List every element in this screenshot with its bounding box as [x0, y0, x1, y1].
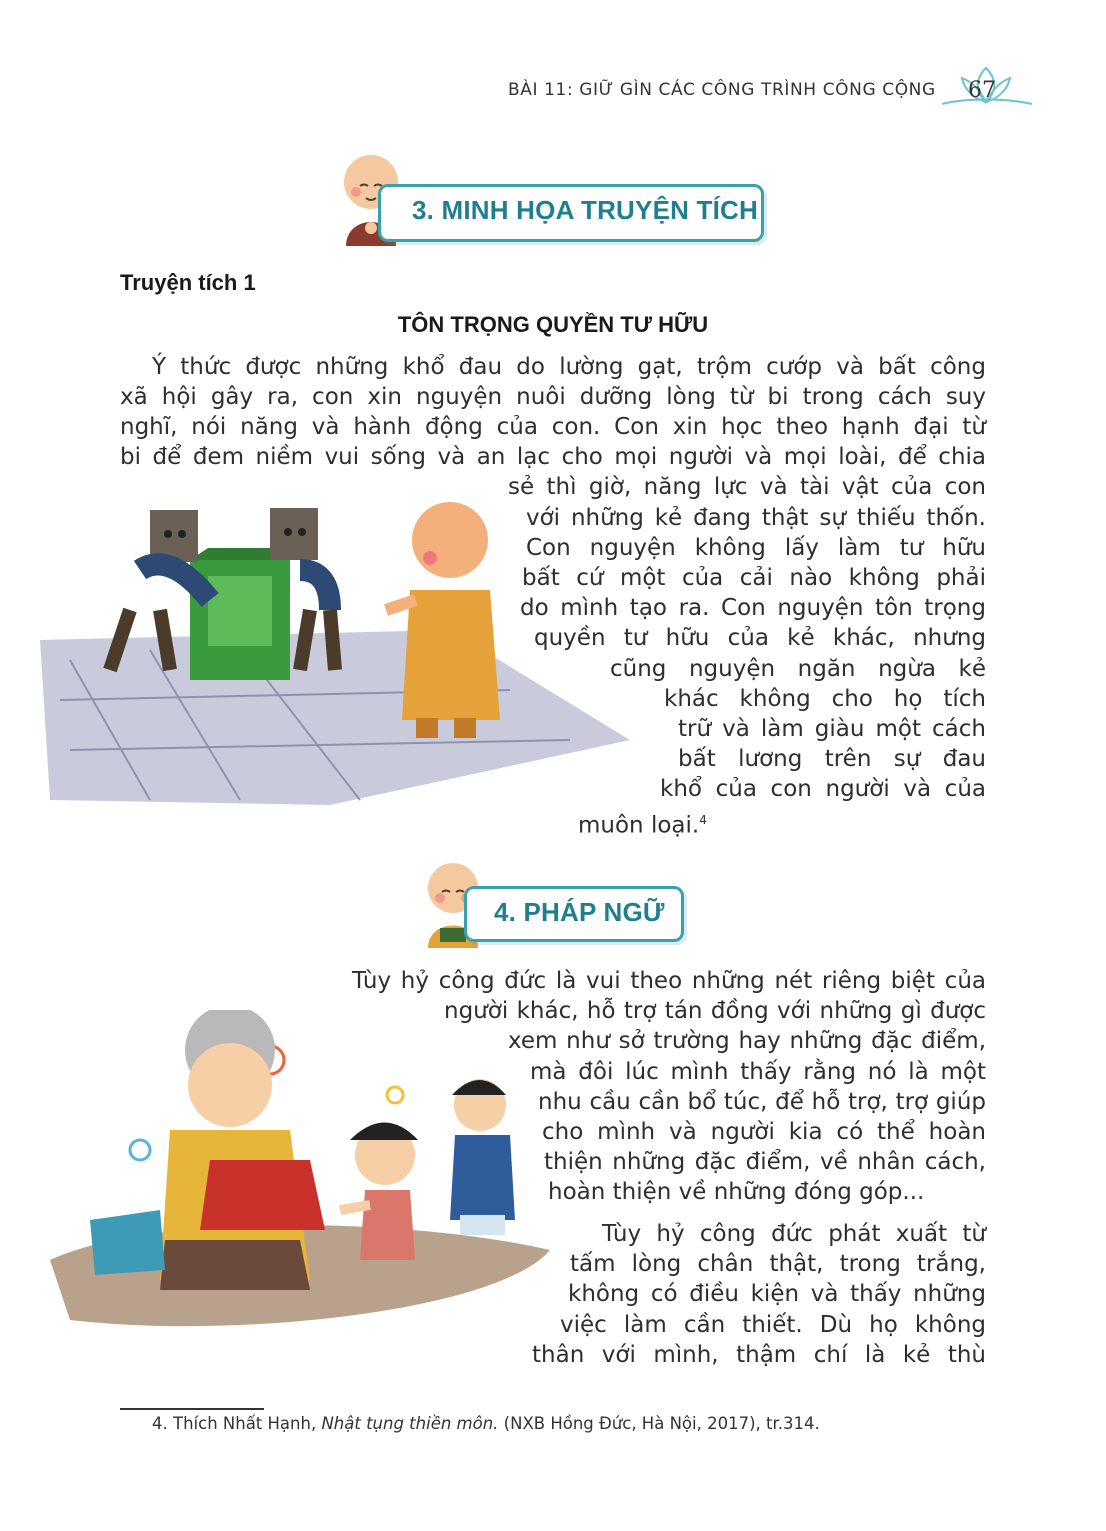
- story-label: Truyện tích 1: [120, 270, 256, 295]
- story-line: khác không cho họ tích: [664, 686, 986, 712]
- dharma-line: thiện những đặc điểm, về nhân cách,: [544, 1149, 986, 1175]
- dharma-illustration: [40, 1010, 560, 1340]
- story-line: khổ của con người và của: [660, 776, 986, 802]
- footnote-author: Thích Nhất Hạnh,: [173, 1414, 317, 1433]
- footnote: [152, 1414, 820, 1433]
- story-last-text: muôn loại.: [578, 812, 700, 839]
- story-line: với những kẻ đang thật sự thiếu thốn.: [526, 505, 986, 531]
- story-line: Ý thức được những khổ đau do lường gạt, trộm cướp và bất công: [152, 354, 986, 380]
- footnote-rule: [120, 1408, 264, 1410]
- story-line: trữ và làm giàu một cách: [678, 716, 986, 742]
- dharma-line: cho mình và người kia có thể hoàn: [542, 1119, 986, 1145]
- dharma-line: không có điều kiện và thấy những: [568, 1281, 986, 1307]
- story-line: bất lương trên sự đau: [678, 746, 986, 772]
- story-title: TÔN TRỌNG QUYỀN TƯ HỮU: [397, 312, 709, 337]
- story-line: quyền tư hữu của kẻ khác, nhưng: [534, 625, 986, 651]
- dharma-line: nhu cầu cần bổ túc, để hỗ trợ, trợ giúp: [538, 1089, 986, 1115]
- story-line: Con nguyện không lấy làm tư hữu: [526, 535, 986, 561]
- section-3-title: 3. MINH HỌA TRUYỆN TÍCH: [412, 195, 758, 225]
- story-line: do mình tạo ra. Con nguyện tôn trọng: [520, 595, 986, 621]
- story-line: sẻ thì giờ, năng lực và tài vật của con: [508, 474, 986, 500]
- dharma-line: thân với mình, thậm chí là kẻ thù: [532, 1342, 986, 1368]
- story-line: bi để đem niềm vui sống và an lạc cho mọi người và mọi loài, để chia: [120, 444, 986, 470]
- footnote-number: 4.: [152, 1414, 168, 1433]
- dharma-line: mà đôi lúc mình thấy rằng nó là một: [530, 1059, 986, 1085]
- footnote-book: Nhật tụng thiền môn.: [321, 1414, 499, 1433]
- dharma-line: Tùy hỷ công đức là vui theo những nét riêng biệt của: [352, 968, 986, 994]
- story-line: bất cứ một của cải nào không phải: [522, 565, 986, 591]
- story-line: xã hội gây ra, con xin nguyện nuôi dưỡng lòng từ bi trong cách suy: [120, 384, 986, 410]
- story-line-last: [578, 805, 707, 841]
- dharma-line: việc làm cần thiết. Dù họ không: [560, 1312, 986, 1338]
- story-line: cũng nguyện ngăn ngừa kẻ: [610, 656, 986, 682]
- footnote-ref: 4: [699, 813, 707, 827]
- dharma-line: người khác, hỗ trợ tán đồng với những gì được: [444, 998, 986, 1024]
- dharma-line: xem như sở trường hay những đặc điểm,: [508, 1028, 986, 1054]
- dharma-line: tấm lòng chân thật, trong trắng,: [570, 1251, 986, 1277]
- dharma-line: hoàn thiện về những đóng góp...: [548, 1179, 925, 1205]
- running-header: BÀI 11: GIỮ GÌN CÁC CÔNG TRÌNH CÔNG CỘNG: [508, 80, 936, 100]
- footnote-rest: (NXB Hồng Đức, Hà Nội, 2017), tr.314.: [503, 1414, 820, 1433]
- section-4-title: 4. PHÁP NGỮ: [494, 897, 665, 927]
- dharma-line: Tùy hỷ công đức phát xuất từ: [602, 1221, 986, 1247]
- story-line: nghĩ, nói năng và hành động của con. Con xin học theo hạnh đại từ: [120, 414, 986, 440]
- page-number: 67: [968, 78, 996, 103]
